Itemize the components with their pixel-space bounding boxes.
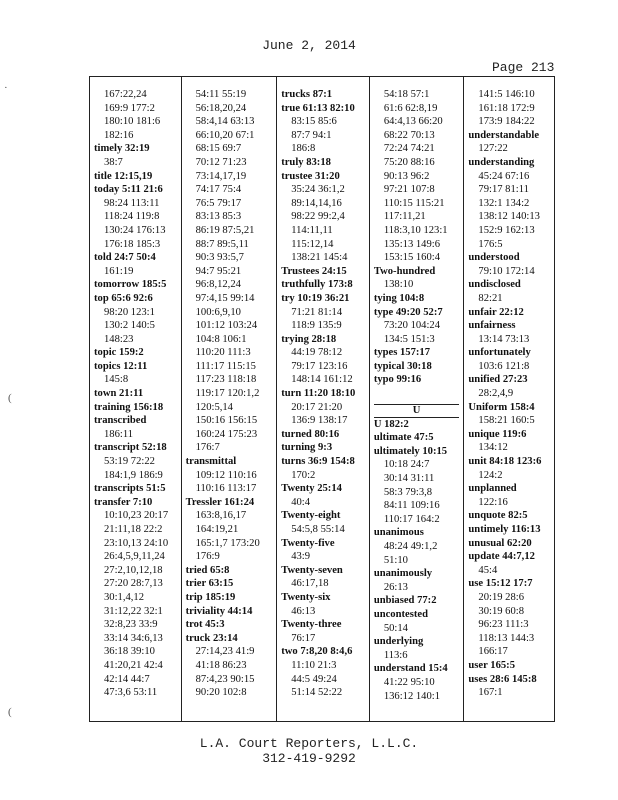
index-term: truck 23:14	[185, 632, 238, 644]
margin-mark: ·	[4, 82, 8, 94]
index-reference: 167:22,24	[104, 89, 147, 100]
index-term: unique 119:6	[468, 428, 527, 440]
index-reference: 90:20 102:8	[195, 687, 247, 699]
index-term: types 157:17	[373, 347, 431, 359]
index-term: understandable	[468, 129, 540, 141]
index-reference: 130:24 176:13	[104, 224, 166, 236]
index-reference: 114:11,11	[291, 224, 333, 236]
index-reference: 54:18 57:1	[383, 89, 430, 100]
index-reference: 176:18 185:3	[104, 238, 161, 250]
index-reference: 135:13 149:6	[383, 238, 441, 250]
footer-company: L.A. Court Reporters, L.L.C.	[199, 736, 419, 751]
index-term: turning 9:3	[281, 442, 333, 454]
index-reference: 136:12 140:1	[383, 690, 441, 702]
index-reference: 163:8,16,17	[195, 510, 247, 522]
index-reference: 117:11,21	[383, 211, 426, 223]
index-column-2	[182, 77, 278, 721]
index-term: training 156:18	[94, 401, 164, 413]
index-reference: 158:21 160:5	[478, 415, 535, 427]
index-term: true 61:13 82:10	[281, 102, 355, 114]
index-reference: 165:1,7 173:20	[195, 537, 260, 549]
index-reference: 70:12 71:23	[195, 156, 247, 168]
index-term: turned 80:16	[281, 428, 340, 440]
letter-heading: U	[374, 404, 460, 418]
index-reference: 136:9 138:17	[291, 415, 348, 427]
index-reference: 46:13	[291, 605, 316, 617]
index-reference: 118:9 135:9	[291, 320, 342, 332]
index-term: transcribed	[94, 415, 147, 427]
index-reference: 45:4	[478, 564, 498, 576]
index-term: understood	[468, 252, 520, 264]
index-reference: 30:19 60:8	[478, 605, 525, 617]
index-reference: 83:13 85:3	[195, 211, 242, 223]
index-term: unified 27:23	[468, 374, 528, 386]
index-reference: 20:19 28:6	[478, 591, 525, 603]
index-term: Twenty-five	[281, 537, 335, 549]
index-reference: 27:20 28:7,13	[104, 578, 163, 590]
index-term: town 21:11	[94, 388, 144, 400]
index-reference: 89:14,14,16	[291, 197, 342, 209]
index-reference: 51:14 52:22	[291, 687, 343, 699]
index-reference: 109:12 110:16	[195, 469, 257, 481]
index-reference: 41:20,21 42:4	[104, 659, 163, 671]
index-reference: 184:1,9 186:9	[104, 469, 163, 481]
index-reference: 134:12	[478, 442, 508, 454]
index-column-3	[277, 77, 370, 721]
index-reference: 75:20 88:16	[383, 156, 435, 168]
index-term: told 24:7 50:4	[94, 252, 156, 264]
index-reference: 130:2 140:5	[104, 320, 155, 332]
index-reference: 186:11	[104, 428, 134, 440]
index-reference: 87:4,23 90:15	[195, 673, 255, 685]
index-reference: 46:17,18	[291, 578, 329, 590]
index-term: ultimate 47:5	[373, 432, 434, 444]
index-reference: 23:10,13 24:10	[104, 537, 169, 549]
index-term: truly 83:18	[281, 156, 331, 168]
index-reference: 97:21 107:8	[383, 184, 435, 196]
index-term: trip 185:19	[185, 591, 236, 603]
index-reference: 76:5 79:17	[195, 197, 242, 209]
index-reference: 100:6,9,10	[195, 306, 241, 318]
index-term: Twenty-eight	[281, 510, 341, 522]
index-term: top 65:6 92:6	[94, 292, 153, 304]
index-term: timely 32:19	[94, 143, 150, 155]
index-term: tomorrow 185:5	[94, 279, 167, 291]
index-reference: 38:7	[104, 156, 123, 168]
index-term: uncontested	[373, 608, 428, 620]
footer-phone: 312-419-9292	[262, 751, 356, 766]
index-term: use 15:12 17:7	[468, 578, 533, 590]
index-term: turns 36:9 154:8	[281, 456, 355, 468]
index-reference: 71:21 81:14	[291, 306, 343, 318]
index-reference: 176:7	[195, 442, 220, 454]
index-reference: 64:4,13 66:20	[383, 116, 443, 128]
index-reference: 118:13 144:3	[478, 632, 535, 644]
index-reference: 150:16 156:15	[195, 415, 258, 427]
index-reference: 27:2,10,12,18	[104, 564, 163, 576]
index-reference: 115:12,14	[291, 238, 334, 250]
index-reference: 104:8 106:1	[195, 333, 247, 345]
index-reference: 117:23 118:18	[195, 374, 257, 386]
index-term: truthfully 173:8	[281, 279, 353, 291]
index-term: unplanned	[468, 483, 517, 495]
index-reference: 153:15 160:4	[383, 252, 441, 264]
index-reference: 68:22 70:13	[383, 129, 435, 141]
index-reference: 132:1 134:2	[478, 197, 530, 209]
index-reference: 138:21 145:4	[291, 252, 348, 264]
index-term: topics 12:11	[94, 360, 148, 372]
index-reference: 28:2,4,9	[478, 388, 514, 400]
index-reference: 41:18 86:23	[195, 659, 247, 671]
index-reference: 164:19,21	[195, 524, 239, 535]
index-reference: 10:10,23 20:17	[104, 510, 169, 522]
index-term: unfair 22:12	[468, 306, 524, 318]
index-reference: 54:11 55:19	[195, 89, 247, 100]
index-term: trot 45:3	[185, 619, 225, 631]
index-reference: 90:3 93:5,7	[195, 252, 244, 264]
index-reference: 98:22 99:2,4	[291, 211, 345, 223]
index-reference: 170:2	[291, 469, 316, 481]
page-number: Page 213	[492, 60, 555, 75]
index-reference: 96:8,12,24	[195, 279, 241, 291]
index-term: transcript 52:18	[94, 442, 167, 454]
index-reference: 56:18,20,24	[195, 102, 247, 114]
index-reference: 11:10 21:3	[291, 659, 337, 671]
index-term: tried 65:8	[185, 564, 230, 576]
index-reference: 33:14 34:6,13	[104, 632, 163, 644]
index-reference: 148:23	[104, 333, 134, 345]
index-reference: 97:4,15 99:14	[195, 292, 255, 304]
index-reference: 98:24 113:11	[104, 197, 160, 209]
index-reference: 110:20 111:3	[195, 347, 251, 359]
index-term: today 5:11 21:6	[94, 184, 163, 196]
index-reference: 152:9 162:13	[478, 224, 535, 236]
index-term: two 7:8,20 8:4,6	[281, 646, 353, 658]
index-term: unusual 62:20	[468, 537, 532, 549]
index-term: Trustees 24:15	[281, 265, 347, 277]
index-reference: 51:10	[383, 554, 408, 566]
index-term: unanimously	[373, 568, 433, 580]
index-reference: 72:24 74:21	[383, 143, 435, 155]
index-reference: 167:1	[478, 687, 503, 699]
index-reference: 32:8,23 33:9	[104, 619, 158, 631]
index-reference: 166:17	[478, 646, 508, 658]
index-reference: 127:22	[478, 143, 508, 155]
index-reference: 176:5	[478, 238, 503, 250]
index-reference: 36:18 39:10	[104, 646, 155, 658]
index-reference: 169:9 177:2	[104, 102, 155, 114]
index-reference: 122:16	[478, 496, 508, 508]
index-term: unit 84:18 123:6	[468, 456, 542, 468]
index-reference: 61:6 62:8,19	[383, 102, 438, 114]
index-reference: 138:12 140:13	[478, 211, 540, 223]
index-reference: 145:8	[104, 374, 129, 386]
spacer	[370, 387, 464, 401]
index-reference: 35:24 36:1,2	[291, 184, 345, 196]
index-reference: 173:9 184:22	[478, 116, 535, 128]
margin-mark: (	[8, 706, 12, 718]
index-reference: 66:10,20 67:1	[195, 129, 255, 141]
index-reference: 148:14 161:12	[291, 374, 353, 386]
index-reference: 79:17 81:11	[478, 184, 529, 196]
index-term: untimely 116:13	[468, 524, 541, 535]
index-reference: 113:6	[383, 649, 408, 661]
index-term: Twenty-three	[281, 619, 342, 631]
index-term: trucks 87:1	[281, 89, 333, 100]
index-reference: 124:2	[478, 469, 503, 481]
index-reference: 161:19	[104, 265, 134, 277]
index-reference: 161:18 172:9	[478, 102, 535, 114]
index-reference: 118:3,10 123:1	[383, 224, 448, 236]
index-reference: 48:24 49:1,2	[383, 541, 438, 552]
index-reference: 79:10 172:14	[478, 265, 535, 277]
index-reference: 138:10	[383, 279, 414, 291]
index-term: title 12:15,19	[94, 170, 153, 182]
index-column-1	[90, 77, 182, 721]
index-term: transfer 7:10	[94, 496, 153, 508]
index-reference: 96:23 111:3	[478, 619, 529, 631]
index-term: U 182:2	[373, 418, 409, 430]
index-reference: 44:5 49:24	[291, 673, 337, 685]
index-term: underlying	[373, 636, 424, 648]
index-reference: 118:24 119:8	[104, 211, 160, 223]
index-term: Twenty-six	[281, 591, 331, 603]
index-reference: 98:20 123:1	[104, 306, 155, 318]
index-reference: 10:18 24:7	[383, 459, 430, 471]
index-column-4	[370, 77, 465, 721]
index-term: Twenty 25:14	[281, 483, 342, 495]
index-reference: 74:17 75:4	[195, 184, 242, 196]
index-term: unanimous	[373, 527, 424, 539]
index-column-5	[464, 77, 554, 721]
index-reference: 53:19 72:22	[104, 456, 155, 468]
index-term: understanding	[468, 156, 535, 168]
index-term: tying 104:8	[373, 292, 425, 304]
index-term: trustee 31:20	[281, 170, 340, 182]
index-reference: 103:6 121:8	[478, 360, 530, 372]
index-term: topic 159:2	[94, 347, 144, 359]
index-reference: 26:4,5,9,11,24	[104, 551, 165, 563]
index-term: unbiased 77:2	[373, 595, 437, 607]
index-reference: 26:13	[383, 581, 408, 593]
index-term: type 49:20 52:7	[373, 306, 443, 318]
index-reference: 101:12 103:24	[195, 320, 258, 332]
index-reference: 21:11,18 22:2	[104, 524, 163, 535]
index-term: unfortunately	[468, 347, 531, 359]
index-reference: 82:21	[478, 292, 503, 304]
index-reference: 76:17	[291, 632, 316, 644]
index-reference: 110:17 164:2	[383, 513, 440, 525]
index-reference: 87:7 94:1	[291, 129, 332, 141]
index-reference: 88:7 89:5,11	[195, 238, 249, 250]
index-reference: 180:10 181:6	[104, 116, 161, 128]
index-reference: 119:17 120:1,2	[195, 388, 260, 400]
index-term: uses 28:6 145:8	[468, 673, 537, 685]
index-reference: 43:9	[291, 551, 311, 563]
index-term: transmittal	[185, 456, 237, 468]
index-reference: 111:17 115:15	[195, 360, 256, 372]
index-term: Tressler 161:24	[185, 496, 255, 508]
index-reference: 90:13 96:2	[383, 170, 430, 182]
index-reference: 84:11 109:16	[383, 500, 440, 512]
index-reference: 160:24 175:23	[195, 428, 258, 440]
index-reference: 73:14,17,19	[195, 170, 247, 182]
index-reference: 58:3 79:3,8	[383, 486, 433, 498]
index-reference: 47:3,6 53:11	[104, 687, 158, 699]
index-reference: 41:22 95:10	[383, 676, 435, 688]
index-term: unquote 82:5	[468, 510, 528, 522]
index-term: turn 11:20 18:10	[281, 388, 356, 400]
index-reference: 110:16 113:17	[195, 483, 257, 495]
index-term: Two-hundred	[373, 265, 436, 277]
index-reference: 20:17 21:20	[291, 401, 343, 413]
footer	[0, 736, 618, 766]
index-reference: 44:19 78:12	[291, 347, 343, 359]
index-term: try 10:19 36:21	[281, 292, 350, 304]
index-table	[89, 76, 555, 722]
index-term: ultimately 10:15	[373, 445, 448, 457]
index-reference: 73:20 104:24	[383, 320, 441, 332]
index-reference: 120:5,14	[195, 401, 233, 413]
index-term: trying 28:18	[281, 333, 337, 345]
index-reference: 176:9	[195, 551, 220, 563]
index-reference: 94:7 95:21	[195, 265, 242, 277]
index-reference: 58:4,14 63:13	[195, 116, 255, 128]
index-term: understand 15:4	[373, 663, 448, 675]
index-term: unfairness	[468, 320, 516, 332]
index-term: user 165:5	[468, 659, 515, 671]
margin-mark: (	[8, 392, 12, 404]
index-reference: 79:17 123:16	[291, 360, 348, 372]
index-term: typical 30:18	[373, 360, 432, 372]
index-reference: 134:5 151:3	[383, 333, 435, 345]
index-reference: 30:1,4,12	[104, 591, 145, 603]
header-date: June 2, 2014	[262, 38, 356, 53]
index-term: transcripts 51:5	[94, 483, 166, 495]
index-term: Uniform 158:4	[468, 401, 535, 413]
index-term: typo 99:16	[373, 374, 422, 386]
index-term: undisclosed	[468, 279, 521, 291]
index-term: triviality 44:14	[185, 605, 253, 617]
index-term: trier 63:15	[185, 578, 234, 590]
index-reference: 27:14,23 41:9	[195, 646, 255, 658]
index-reference: 30:14 31:11	[383, 473, 435, 485]
index-reference: 141:5 146:10	[478, 89, 535, 100]
index-reference: 68:15 69:7	[195, 143, 242, 155]
index-term: update 44:7,12	[468, 551, 535, 563]
index-term: Twenty-seven	[281, 564, 343, 576]
index-reference: 86:19 87:5,21	[195, 224, 255, 236]
index-reference: 186:8	[291, 143, 316, 155]
index-reference: 54:5,8 55:14	[291, 524, 345, 535]
index-reference: 110:15 115:21	[383, 197, 445, 209]
index-reference: 31:12,22 32:1	[104, 605, 163, 617]
index-reference: 83:15 85:6	[291, 116, 337, 128]
index-reference: 13:14 73:13	[478, 333, 530, 345]
index-reference: 50:14	[383, 622, 408, 634]
index-reference: 42:14 44:7	[104, 673, 150, 685]
index-reference: 182:16	[104, 129, 134, 141]
index-reference: 40:4	[291, 496, 311, 508]
index-reference: 45:24 67:16	[478, 170, 530, 182]
